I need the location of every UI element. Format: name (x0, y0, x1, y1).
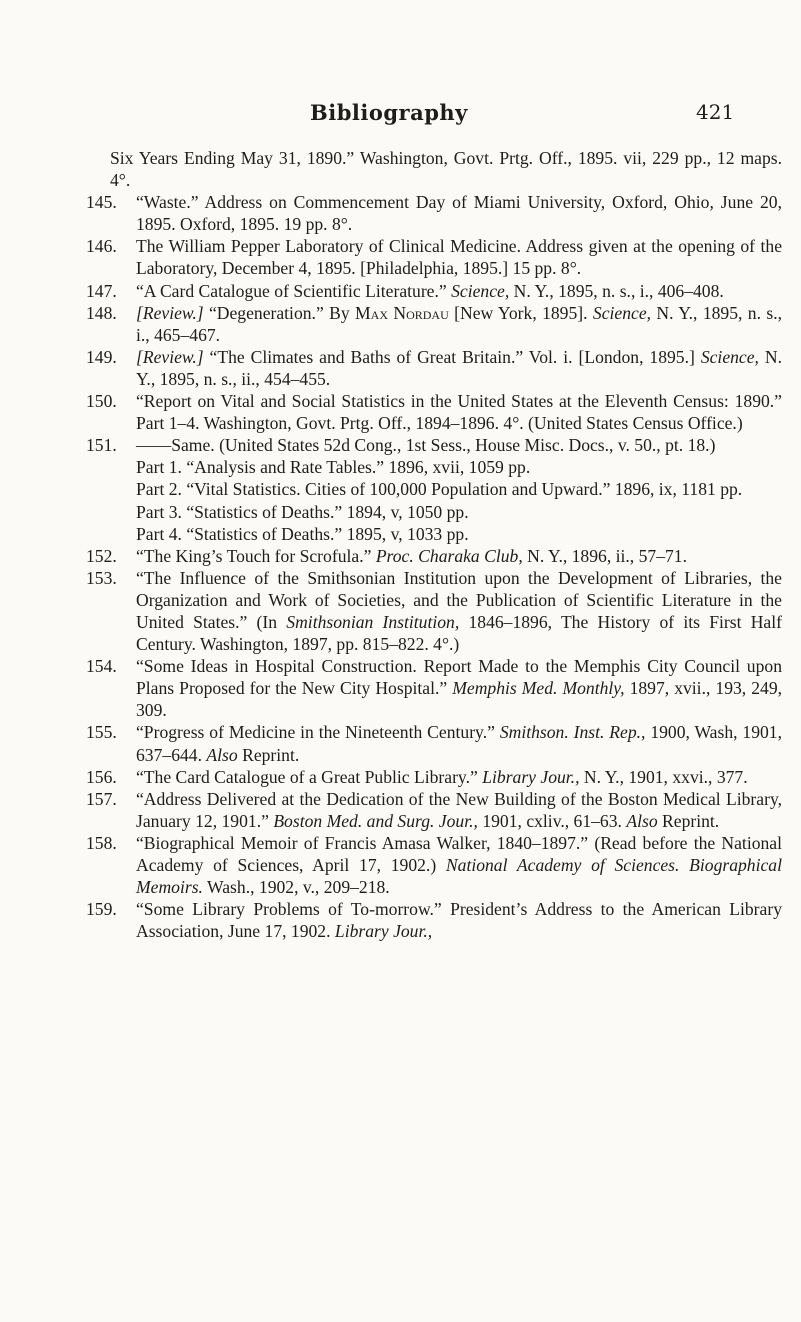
entry-number: 146. (86, 236, 117, 257)
journal-name: Library Jour., (482, 766, 580, 787)
page-number: 421 (696, 100, 735, 124)
entry-title: “Progress of Medicine in the Nineteenth Century.” (136, 722, 495, 743)
author-name: Max Nordau (355, 302, 449, 323)
journal-name: Science, (592, 302, 652, 323)
entry-citation: N. Y., 1895, n. s., i., 465–467. (136, 302, 782, 345)
journal-name: Science, (700, 346, 759, 367)
page-header (0, 100, 801, 136)
also-label: Also (626, 810, 658, 831)
journal-name: Science, (451, 280, 510, 301)
entry-citation: 1897, xvii., 193, 249, 309. (136, 678, 783, 721)
entry-title: “Degeneration.” By (208, 302, 350, 323)
entry-154 (86, 655, 783, 721)
reprint-label: Reprint. (242, 744, 300, 765)
entry-number: 153. (86, 567, 117, 588)
continued-entry-text: Six Years Ending May 31, 1890.” Washington, Govt. Prtg. Off., 1895. vii, 229 pp., 12 maps. 4°. (110, 148, 782, 191)
entry-150 (86, 390, 782, 434)
entry-number: 155. (86, 722, 117, 743)
entry-number: 154. (86, 656, 117, 677)
entry-number: 147. (86, 280, 117, 301)
journal-name: Proc. Charaka Club, (375, 545, 523, 566)
journal-name: Smithsonian Institution, (286, 611, 460, 632)
also-label: Also (206, 744, 238, 765)
continued-entry (110, 147, 782, 191)
entry-159 (86, 898, 782, 942)
entry-title: “A Card Catalogue of Scientific Literature.” (136, 280, 447, 301)
entry-citation: 1901, cxliv., 61–63. (482, 810, 622, 831)
entry-text: “Report on Vital and Social Statistics in the United States at the Eleventh Census: 1890.” Part 1–4. Washington, Govt. Prtg. Off., 1894–1896. 4°. (United States Census Office.) (136, 391, 782, 434)
entry-151 (86, 434, 782, 544)
review-tag: [Review.] (136, 302, 204, 323)
entry-155 (86, 721, 782, 765)
entry-title: “The Climates and Baths of Great Britain.” Vol. i. [London, 1895.] (209, 346, 695, 367)
entry-number: 158. (86, 832, 117, 853)
entry-number: 157. (86, 788, 117, 809)
sub-part: Part 2. “Vital Statistics. Cities of 100,000 Population and Upward.” 1896, ix, 1181 pp. (136, 479, 743, 500)
entry-number: 149. (86, 346, 117, 367)
entry-149 (86, 346, 783, 390)
entry-157 (86, 788, 782, 832)
entry-citation: N. Y., 1896, ii., 57–71. (527, 545, 687, 566)
entry-citation: 1846–1896, The History of its First Half Century. Washington, 1897, pp. 815–822. 4°.) (136, 611, 782, 655)
entry-citation: N. Y., 1895, n. s., ii., 454–455. (136, 346, 783, 389)
entry-text: ——Same. (United States 52d Cong., 1st Sess., House Misc. Docs., v. 50., pt. 18.) (136, 435, 716, 456)
journal-name: Boston Med. and Surg. Jour., (273, 810, 478, 831)
sub-part: Part 3. “Statistics of Deaths.” 1894, v, 1050 pp. (136, 501, 469, 522)
entry-title: “Some Library Problems of To-morrow.” President’s Address to the American Library Association, June 17, 1902. (136, 899, 782, 942)
entry-title: “Some Ideas in Hospital Construction. Report Made to the Memphis City Council upon Plans Proposed for the New City Hospital.” (136, 656, 782, 699)
entry-citation: N. Y., 1901, xxvi., 377. (583, 766, 748, 787)
entry-number: 148. (86, 302, 117, 323)
entry-153 (86, 567, 782, 655)
entry-number: 150. (86, 391, 117, 412)
entry-152 (86, 545, 782, 567)
bibliography-list (86, 147, 783, 942)
entry-text: The William Pepper Laboratory of Clinical Medicine. Address given at the opening of the Laboratory, December 4, 1895. [Philadelphia, 1895.] 15 pp. 8°. (136, 236, 782, 279)
journal-name: National Academy of Sciences. Biographical Memoirs. (136, 855, 782, 898)
entry-place: [New York, 1895]. (454, 302, 588, 323)
entry-number: 156. (86, 766, 117, 787)
entry-number: 152. (86, 545, 117, 566)
entry-title: “Address Delivered at the Dedication of the New Building of the Boston Medical Library, January 12, 1901.” (136, 788, 782, 831)
entry-number: 151. (86, 435, 117, 456)
sub-part: Part 1. “Analysis and Rate Tables.” 1896, xvii, 1059 pp. (136, 457, 531, 478)
entry-147 (86, 280, 782, 302)
entry-title: “Biographical Memoir of Francis Amasa Walker, 1840–1897.” (Read before the National Academy of Sciences, April 17, 1902.) (136, 832, 782, 875)
entry-148 (86, 302, 782, 346)
journal-name: Library Jour., (334, 921, 433, 942)
entry-title: “The Influence of the Smithsonian Institution upon the Development of Libraries, the Organization and Work of Societies, and the Publication of Scientific Literature in the United States.” (In (136, 567, 782, 632)
running-title: Bibliography (310, 100, 468, 125)
entry-title: “The King’s Touch for Scrofula.” (136, 545, 372, 566)
entry-citation: Wash., 1902, v., 209–218. (207, 877, 390, 898)
entry-158 (86, 832, 782, 898)
sub-part: Part 4. “Statistics of Deaths.” 1895, v, 1033 pp. (136, 523, 469, 544)
reprint-label: Reprint. (662, 810, 720, 831)
entry-146 (86, 235, 782, 279)
entry-number: 159. (86, 899, 117, 920)
entry-145 (86, 191, 782, 235)
entry-text: “Waste.” Address on Commencement Day of Miami University, Oxford, Ohio, June 20, 1895. Oxford, 1895. 19 pp. 8°. (136, 192, 782, 235)
entry-156 (86, 766, 782, 788)
journal-name: Memphis Med. Monthly, (452, 678, 625, 699)
journal-name: Smithson. Inst. Rep., (499, 722, 646, 743)
review-tag: [Review.] (136, 346, 204, 367)
entry-title: “The Card Catalogue of a Great Public Library.” (136, 766, 478, 787)
entry-citation: N. Y., 1895, n. s., i., 406–408. (513, 280, 724, 301)
entry-citation: 1900, Wash, 1901, 637–644. (136, 722, 782, 765)
entry-number: 145. (86, 192, 117, 213)
